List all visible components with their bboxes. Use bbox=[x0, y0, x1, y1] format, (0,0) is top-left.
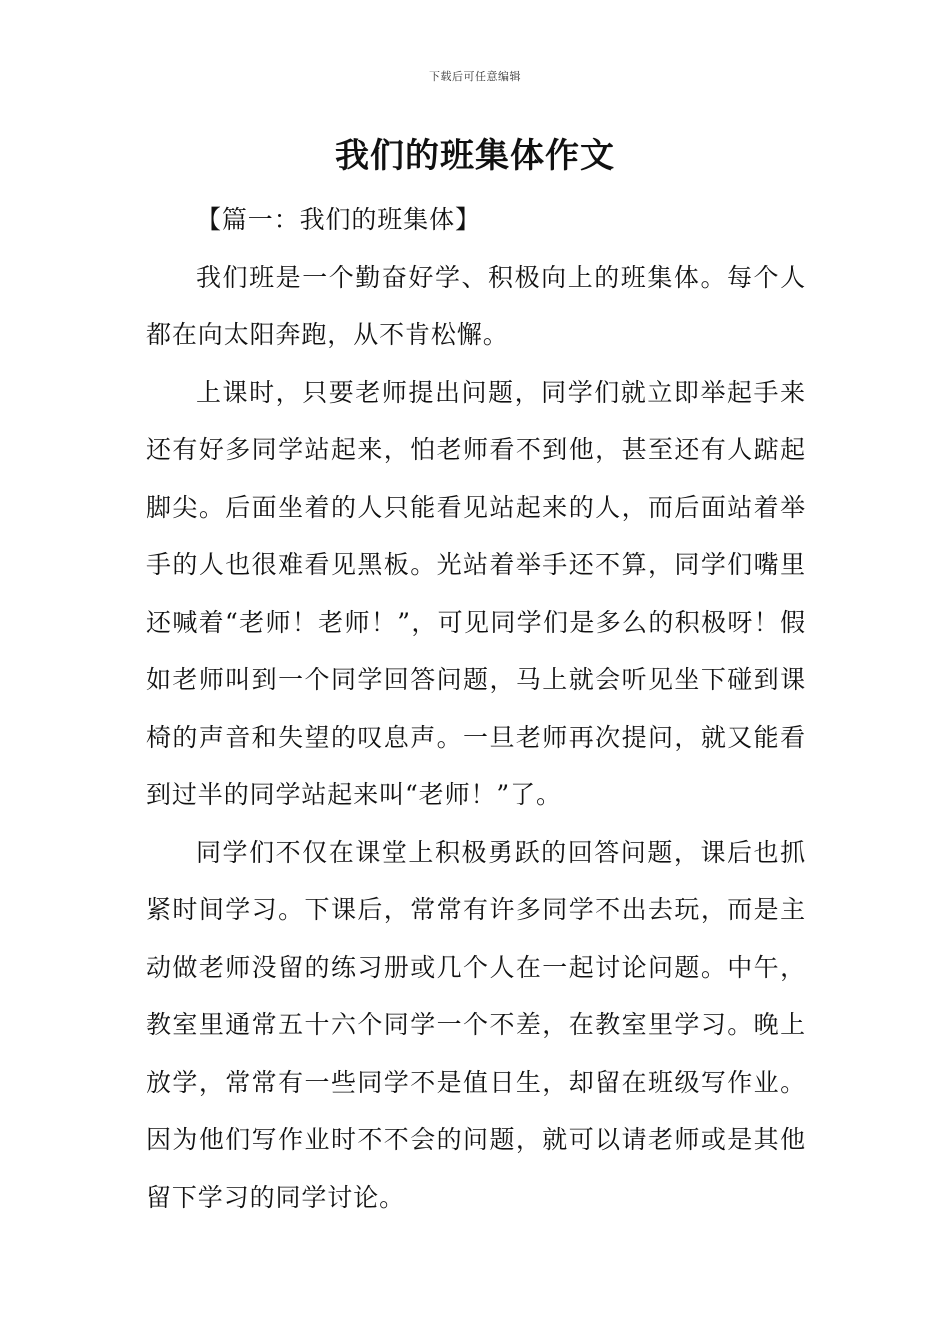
paragraph: 同学们不仅在课堂上积极勇跃的回答问题，课后也抓紧时间学习。下课后，常常有许多同学不出去玩，而是主动做老师没留的练习册或几个人在一起讨论问题。中午，教室里通常五十六个同学一个不差，在教室里学习。晚上放学，常常有一些同学不是值日生，却留在班级写作业。因为他们写作业时不不会的问题，就可以请老师或是其他留下学习的同学讨论。 bbox=[146, 837, 806, 1212]
paragraph: 上课时，只要老师提出问题，同学们就立即举起手来还有好多同学站起来，怕老师看不到他，甚至还有人踮起脚尖。后面坐着的人只能看见站起来的人，而后面站着举手的人也很难看见黑板。光站着举手还不算，同学们嘴里还喊着“老师！老师！”，可见同学们是多么的积极呀！假如老师叫到一个同学回答问题，马上就会听见坐下碰到课椅的声音和失望的叹息声。一旦老师再次提问，就又能看到过半的同学站起来叫“老师！”了。 bbox=[146, 377, 806, 809]
header-note: 下载后可任意编辑 bbox=[429, 70, 521, 83]
document-body bbox=[146, 191, 806, 1226]
section-heading: 【篇一：我们的班集体】 bbox=[196, 205, 481, 234]
paragraph: 我们班是一个勤奋好学、积极向上的班集体。每个人都在向太阳奔跑，从不肯松懈。 bbox=[146, 262, 806, 349]
document-title: 我们的班集体作文 bbox=[335, 136, 615, 176]
